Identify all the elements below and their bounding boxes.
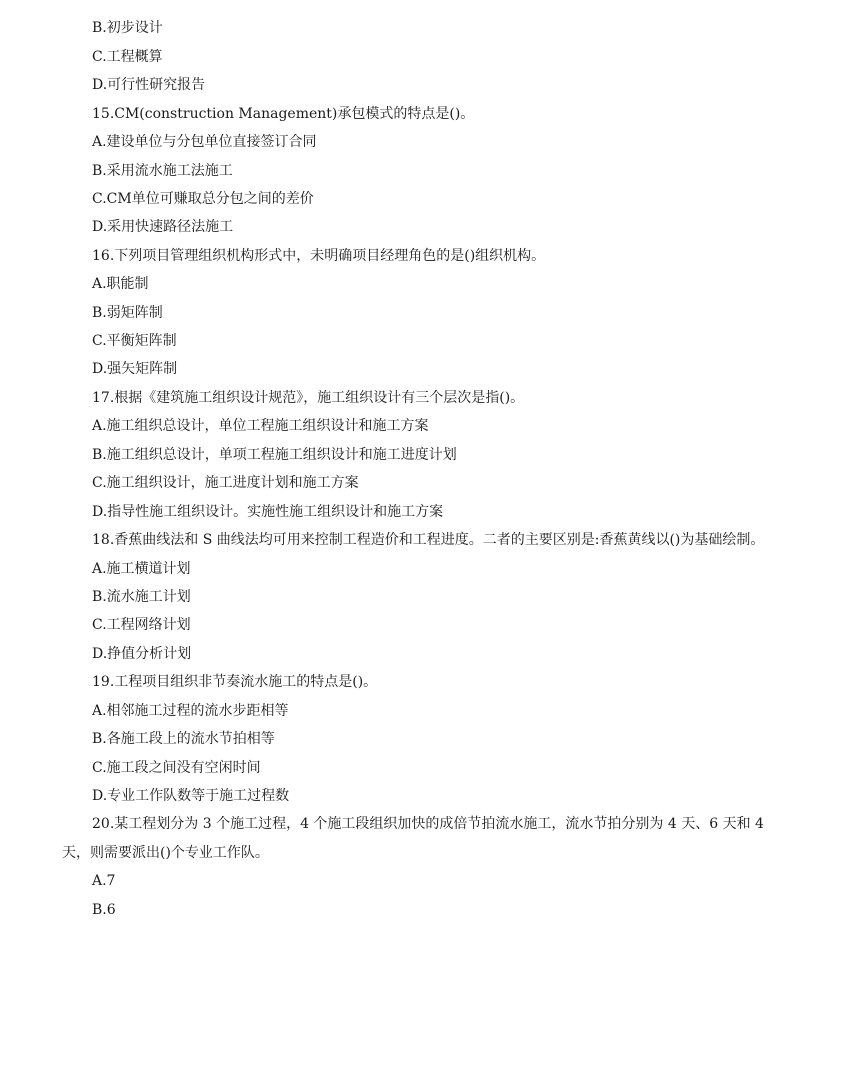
- question-15: 15.CM(construction Management)承包模式的特点是()。: [92, 106, 475, 122]
- question-19: 19.工程项目组织非节奏流水施工的特点是()。: [92, 674, 378, 690]
- q19-option-d: D.专业工作队数等于施工过程数: [92, 788, 290, 804]
- question-18: 18.香蕉曲线法和 S 曲线法均可用来控制工程造价和工程进度。二者的主要区别是:香蕉黄线以()为基础绘制。: [92, 532, 765, 548]
- option-c-project-estimate: C.工程概算: [92, 49, 163, 65]
- q19-option-b: B.各施工段上的流水节拍相等: [92, 731, 275, 747]
- q18-option-a: A.施工横道计划: [92, 561, 191, 577]
- option-b-preliminary-design: B.初步设计: [92, 20, 163, 36]
- q15-option-a: A.建设单位与分包单位直接签订合同: [92, 134, 317, 150]
- option-d-feasibility-report: D.可行性研究报告: [92, 77, 206, 93]
- q16-option-d: D.强矢矩阵制: [92, 361, 178, 377]
- q19-option-c: C.施工段之间没有空闲时间: [92, 760, 261, 776]
- q15-option-d: D.采用快速路径法施工: [92, 219, 234, 235]
- question-20: 20.某工程划分为 3 个施工过程，4 个施工段组织加快的成倍节拍流水施工，流水节拍分别为 4 天、6 天和 4: [92, 816, 764, 832]
- q15-option-c: C.CM单位可赚取总分包之间的差价: [92, 191, 314, 207]
- q18-option-d: D.挣值分析计划: [92, 646, 192, 662]
- q17-option-a: A.施工组织总设计，单位工程施工组织设计和施工方案: [92, 418, 429, 434]
- question-17: 17.根据《建筑施工组织设计规范》，施工组织设计有三个层次是指()。: [92, 390, 525, 406]
- q19-option-a: A.相邻施工过程的流水步距相等: [92, 703, 289, 719]
- q18-option-b: B.流水施工计划: [92, 589, 191, 605]
- q17-option-c: C.施工组织设计，施工进度计划和施工方案: [92, 475, 359, 491]
- q16-option-b: B.弱矩阵制: [92, 305, 163, 321]
- q17-option-d: D.指导性施工组织设计。实施性施工组织设计和施工方案: [92, 504, 444, 520]
- q15-option-b: B.采用流水施工法施工: [92, 163, 233, 179]
- q20-option-a: A.7: [92, 873, 116, 889]
- q16-option-c: C.平衡矩阵制: [92, 333, 177, 349]
- q17-option-b: B.施工组织总设计，单项工程施工组织设计和施工进度计划: [92, 447, 457, 463]
- q18-option-c: C.工程网络计划: [92, 617, 191, 633]
- q20-option-b: B.6: [92, 902, 116, 918]
- question-20-continuation: 天，则需要派出()个专业工作队。: [62, 845, 269, 861]
- question-16: 16.下列项目管理组织机构形式中，未明确项目经理角色的是()组织机构。: [92, 248, 546, 264]
- q16-option-a: A.职能制: [92, 276, 149, 292]
